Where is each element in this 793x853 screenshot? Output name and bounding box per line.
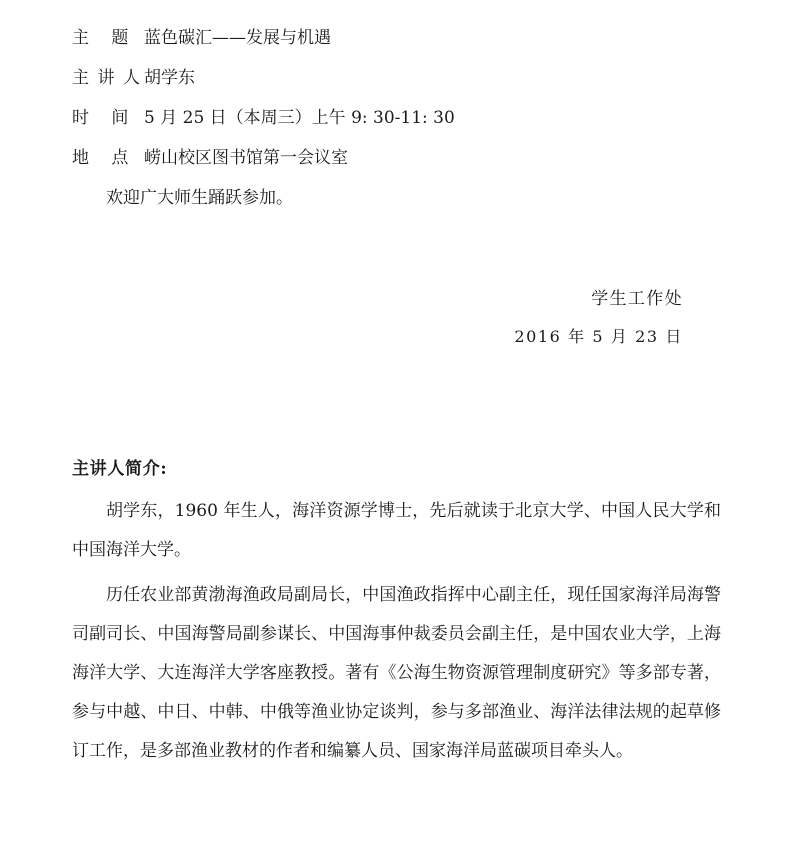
signature-issuer: 学生工作处 (591, 289, 683, 309)
signature-date: 2016 年 5 月 23 日 (514, 327, 683, 346)
bio-paragraph-2: 历任农业部黄渤海渔政局副局长，中国渔政指挥中心副主任，现任国家海洋局海警司副司长、中国海警局副参谋长、中国海事仲裁委员会副主任，是中国农业大学，上海海洋大学、大连海洋大学客座教授。著有《公海生物资源管理制度研究》等多部专著，参与中越、中日、中韩、中俄等渔业协定谈判，参与多部渔业、海洋法律法规的起草修订工作，是多部渔业教材的作者和编纂人员、国家海洋局蓝碳项目牵头人。 (72, 585, 721, 761)
field-value-speaker: 胡学东 (144, 68, 195, 88)
field-row-subject (72, 18, 731, 58)
signature-block (72, 280, 731, 356)
bio-heading: 主讲人简介: (72, 459, 168, 479)
field-label-subject: 主 题 (72, 28, 137, 48)
field-value-time: 5 月 25 日（本周三）上午 9: 30-11: 30 (144, 108, 455, 128)
field-value-location: 崂山校区图书馆第一会议室 (144, 148, 348, 168)
field-value-subject: 蓝色碳汇——发展与机遇 (144, 28, 331, 48)
field-label-time: 时 间 (72, 108, 137, 128)
field-label-speaker: 主讲人 (72, 68, 149, 88)
field-label-location: 地 点 (72, 148, 137, 168)
welcome-note: 欢迎广大师生踊跃参加。 (106, 188, 293, 208)
field-row-time (72, 98, 731, 138)
field-row-speaker (72, 58, 731, 98)
bio-paragraph-1: 胡学东，1960 年生人，海洋资源学博士，先后就读于北京大学、中国人民大学和中国海洋大学。 (72, 501, 721, 560)
field-row-location (72, 138, 731, 178)
